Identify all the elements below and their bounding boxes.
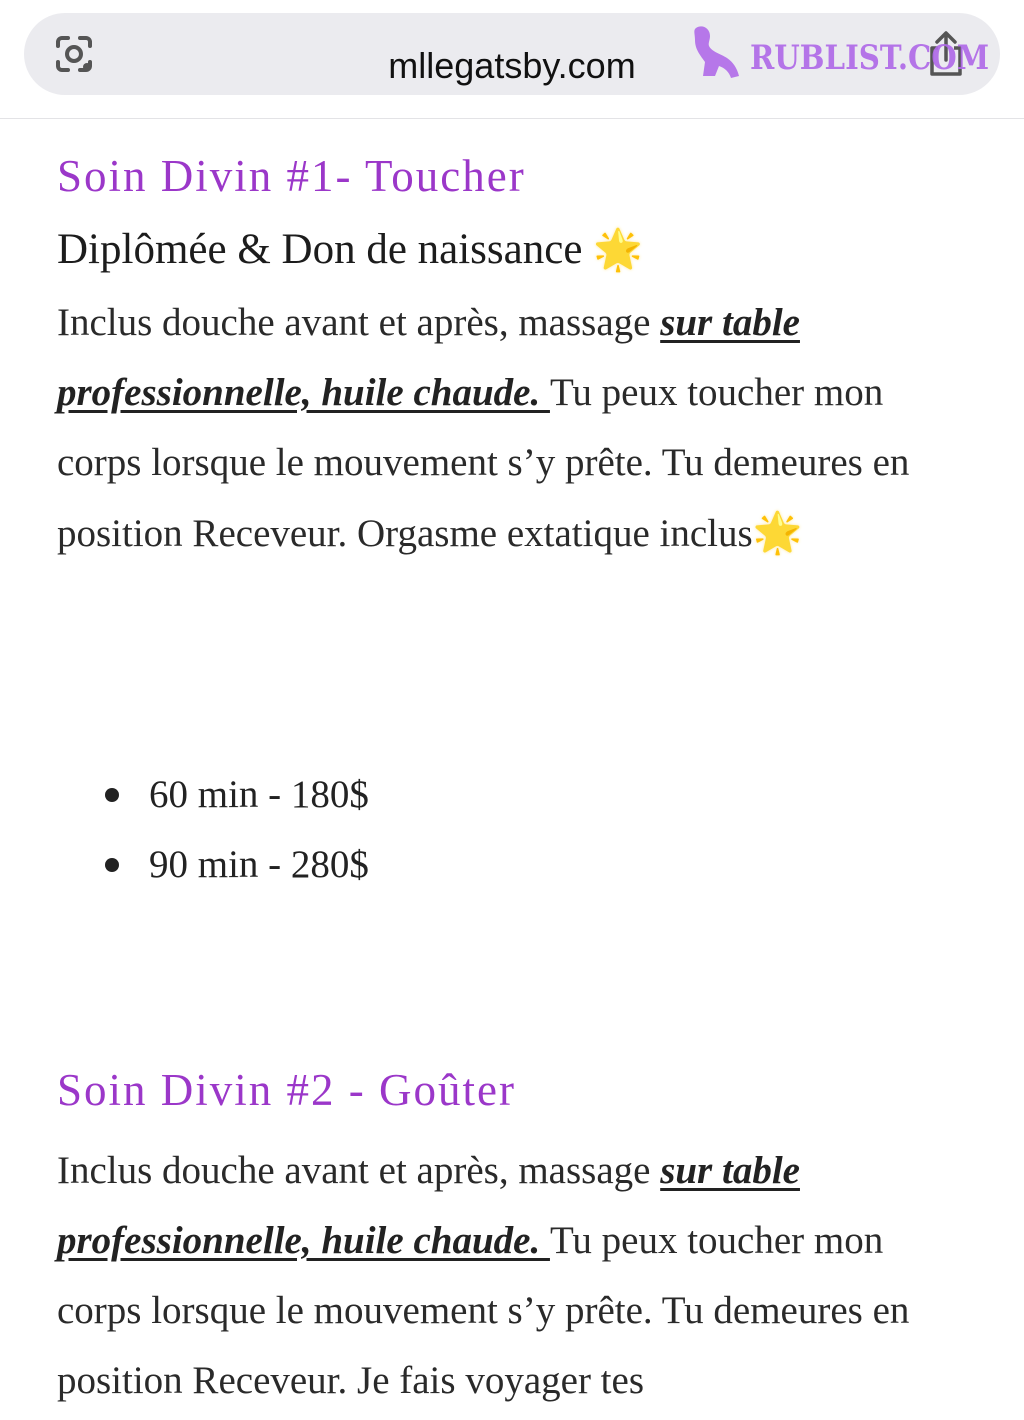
page-content [57,140,977,1402]
price-text: 90 min - 280$ [149,843,369,886]
price-item [101,760,369,830]
section2-title: Soin Divin #2 - Goûter [57,1065,516,1115]
section2 [57,1054,977,1416]
price-list [101,760,369,900]
desc-text-end: Tu peux toucher mon corps lorsque le mouvement s’y prête. Tu demeures en position Receveur. Orgasme extatique inclus [57,371,910,555]
url-text[interactable]: mllegatsby.com [388,45,636,86]
desc-text-end: Tu peux toucher mon corps lorsque le mouvement s’y prête. Tu demeures en position Receveur. Je fais voyager tes [57,1219,910,1402]
camera-lens-icon[interactable] [52,34,96,74]
section1-subtitle [57,212,977,288]
desc-text-start: Inclus douche avant et après, massage [57,1149,661,1192]
star-icon: 🌟 [752,510,803,556]
subtitle-text: Diplômée & Don de naissance [57,226,583,273]
price-item [101,830,369,900]
price-text: 60 min - 180$ [149,773,369,816]
address-bar[interactable] [24,13,1000,95]
bullet-icon [105,858,119,872]
browser-toolbar [0,0,1024,119]
desc-emphasis: sur table professionnelle, huile chaude. [57,1149,800,1262]
watermark-text: RUBLIST.COM [750,38,990,78]
section1-title: Soin Divin #1- Toucher [57,151,526,201]
section1-description [57,288,977,569]
desc-text-start: Inclus douche avant et après, massage [57,301,661,344]
share-icon[interactable] [924,30,968,78]
star-icon: 🌟 [593,227,643,273]
bullet-icon [105,788,119,802]
desc-emphasis: sur table professionnelle, huile chaude. [57,301,800,414]
section2-description [57,1136,977,1416]
